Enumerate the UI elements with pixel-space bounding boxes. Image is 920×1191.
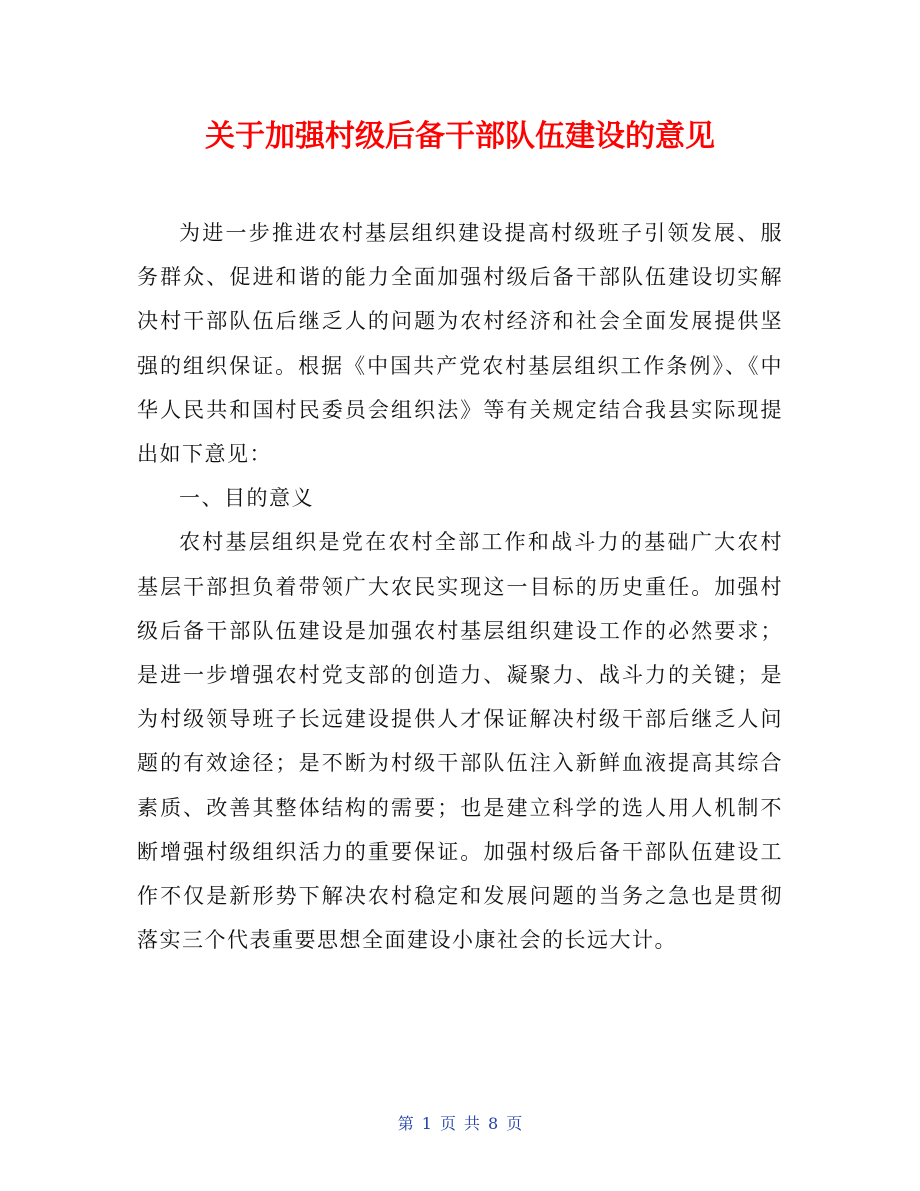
document-body [137, 211, 783, 962]
page-footer [0, 1111, 920, 1137]
footer-total-pages: 8 [488, 1114, 499, 1133]
footer-page-number: 1 [421, 1114, 432, 1133]
document-title: 关于加强村级后备干部队伍建设的意见 [205, 119, 715, 154]
section-heading-purpose: 一、目的意义 [179, 486, 314, 511]
footer-total-prefix: 共 [464, 1114, 481, 1133]
paragraph-purpose: 农村基层组织是党在农村全部工作和战斗力的基础广大农村基层干部担负着带领广大农民实现这一目标的历史重任。加强村级后备干部队伍建设是加强农村基层组织建设工作的必然要求；是进一步增强农村党支部的创造力、凝聚力、战斗力的关键；是为村级领导班子长远建设提供人才保证解决村级干部后继乏人问题的有效途径；是不断为村级干部队伍注入新鲜血液提高其综合素质、改善其整体结构的需要；也是建立科学的选人用人机制不断增强村级组织活力的重要保证。加强村级后备干部队伍建设工作不仅是新形势下解决农村稳定和发展问题的当务之急也是贯彻落实三个代表重要思想全面建设小康社会的长远大计。 [137, 530, 783, 953]
footer-total-unit: 页 [506, 1114, 523, 1133]
footer-page-unit: 页 [439, 1114, 456, 1133]
paragraph-intro: 为进一步推进农村基层组织建设提高村级班子引领发展、服务群众、促进和谐的能力全面加强村级后备干部队伍建设切实解决村干部队伍后继乏人的问题为农村经济和社会全面发展提供坚强的组织保证。根据《中国共产党农村基层组织工作条例》、《中华人民共和国村民委员会组织法》等有关规定结合我县实际现提出如下意见： [137, 221, 783, 467]
footer-page-prefix: 第 [397, 1114, 414, 1133]
